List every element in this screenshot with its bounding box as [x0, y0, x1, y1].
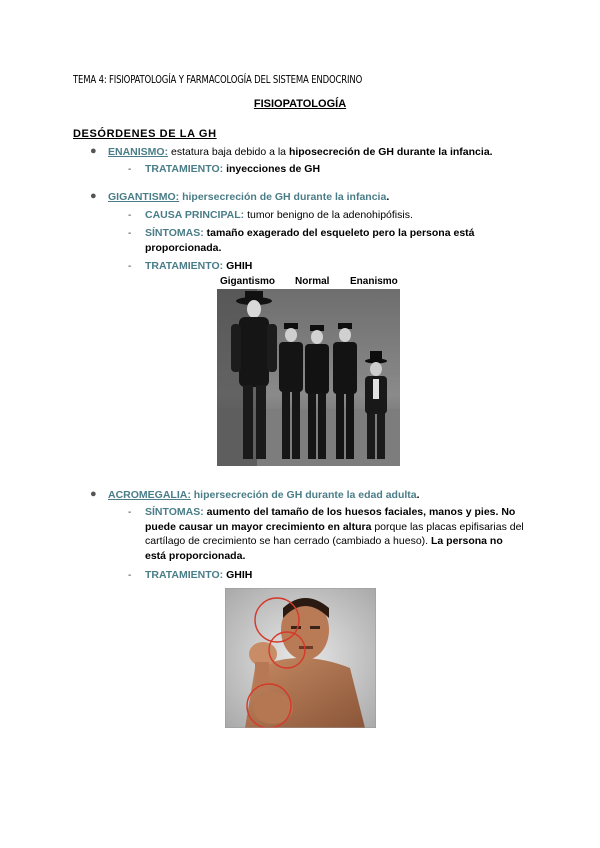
enanismo-term: ENANISMO:	[108, 146, 169, 158]
acromegaly-photo-illustration	[225, 588, 376, 728]
sintomas-bold-2: La persona no está proporcionada.	[145, 535, 503, 562]
acromegalia-sintomas	[145, 505, 525, 563]
caption-normal: Normal	[295, 276, 330, 287]
gigantismo-causa	[145, 209, 413, 221]
tratamiento-text: GHIH	[223, 260, 253, 272]
enanismo-line	[108, 146, 493, 158]
bullet-icon: ●	[90, 145, 97, 157]
acromegalia-desc-end: .	[416, 489, 420, 501]
gigantismo-sintomas	[145, 226, 525, 255]
sintomas-label: SÍNTOMAS:	[145, 227, 204, 239]
gigantismo-line	[108, 191, 389, 203]
dash-icon: -	[128, 228, 132, 239]
section-heading: DESÓRDENES DE LA GH	[73, 128, 217, 140]
tratamiento-label: TRATAMIENTO:	[145, 569, 224, 581]
dash-icon: -	[128, 507, 132, 518]
bullet-icon: ●	[90, 190, 97, 202]
gigantismo-tratamiento	[145, 260, 252, 272]
tratamiento-text: GHIH	[223, 569, 253, 581]
gigantism-photo	[217, 289, 400, 466]
gigantism-photo-illustration	[217, 289, 400, 466]
causa-label: CAUSA PRINCIPAL:	[145, 209, 245, 221]
gigantismo-desc: hipersecreción de GH durante la infancia	[179, 191, 387, 203]
enanismo-tratamiento	[145, 163, 320, 175]
tratamiento-text: inyecciones de GH	[223, 163, 321, 175]
dash-icon: -	[128, 261, 132, 272]
acromegalia-tratamiento	[145, 569, 252, 581]
tratamiento-label: TRATAMIENTO:	[145, 260, 224, 272]
dash-icon: -	[128, 210, 132, 221]
document-header: TEMA 4: FISIOPATOLOGÍA Y FARMACOLOGÍA DEL SISTEMA ENDOCRINO	[73, 73, 363, 86]
gigantismo-term: GIGANTISMO:	[108, 191, 180, 203]
dash-icon: -	[128, 164, 132, 175]
acromegalia-desc: hipersecreción de GH durante la edad adulta	[190, 489, 417, 501]
caption-gigantismo: Gigantismo	[220, 276, 276, 287]
gigantismo-desc-end: .	[386, 191, 390, 203]
acromegalia-term: ACROMEGALIA:	[108, 489, 191, 501]
tratamiento-label: TRATAMIENTO:	[145, 163, 224, 175]
bullet-icon: ●	[90, 488, 97, 500]
enanismo-desc: estatura baja debido a la	[168, 146, 289, 158]
sintomas-text: tamaño exagerado del esqueleto pero la persona está proporcionada.	[145, 227, 475, 254]
enanismo-desc-bold: hiposecreción de GH durante la infancia.	[288, 146, 493, 158]
sintomas-label: SÍNTOMAS:	[145, 506, 204, 518]
dash-icon: -	[128, 570, 132, 581]
page-title: FISIOPATOLOGÍA	[253, 98, 347, 110]
sintomas-bold-1: aumento del tamaño de los huesos faciales, manos y pies. No puede causar un mayor crecimiento en altura	[145, 506, 516, 533]
caption-enanismo: Enanismo	[350, 276, 398, 287]
acromegaly-photo	[225, 588, 376, 728]
causa-text: tumor benigno de la adenohipófisis.	[244, 209, 413, 221]
sintomas-normal-1: porque las placas epifisarias del cartílago de crecimiento se han cerrado (cambiado a hueso).	[145, 520, 524, 547]
figure-captions	[217, 276, 403, 290]
acromegalia-line	[108, 489, 420, 501]
